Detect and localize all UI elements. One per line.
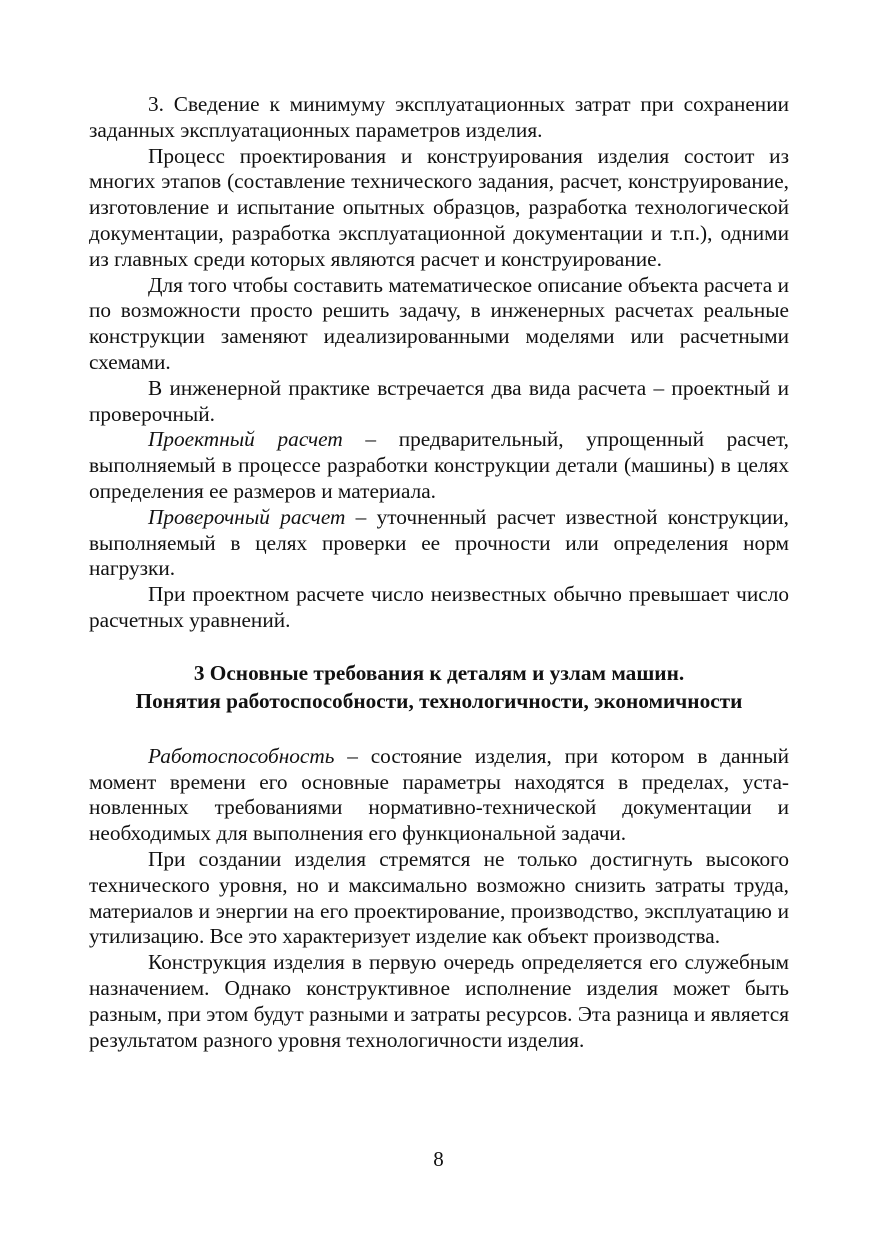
paragraph-text: Конструкция изделия в первую очередь определяется его служебным назначением. Однако конструктивное исполнение изделия может быть разным, при этом будут разными и затраты ресурсов. Эта разница и является результатом разного уровня технологичности изделия. — [89, 950, 789, 1052]
page-number: 8 — [433, 1147, 444, 1171]
paragraph-text: – предварительный, упрощенный расчет, выполняемый в процессе разработки конструкции детали (машины) в целях определения ее размеров и материала. — [89, 427, 789, 503]
paragraph-text: При проектном расчете число неизвестных обычно превышает число расчетных уравнений. — [89, 582, 789, 632]
paragraph-text: В инженерной практике встречается два вида расчета – проектный и проверочный. — [89, 375, 789, 426]
paragraph-minimize-costs — [89, 92, 789, 144]
paragraph-text: – состояние изделия, при котором в данный момент времени его основные параметры находятся в пределах, установленных требованиями нормативно-технической документации и необходимых для выполнения его функциональной задачи. — [89, 743, 789, 846]
paragraph-calculation-types — [89, 376, 789, 428]
paragraph-production-object — [89, 847, 789, 950]
paragraph-text: При создании изделия стремятся не только достигнуть высокого технического уровня, но и максимально возможно снизить затраты труда, материалов и энергии на его проектирование, производство, эксплуатацию и утилизацию. Все это характеризует изделие как объект производства. — [89, 846, 789, 949]
paragraph-text: – уточненный расчет известной конструкции, выполняемый в целях проверки ее прочности или определения норм нагрузки. — [89, 504, 790, 581]
page-body — [89, 92, 789, 1053]
paragraph-verification-calculation — [89, 505, 789, 582]
paragraph-term: Проверочный расчет — [148, 504, 346, 529]
paragraph-text: Для того чтобы составить математическое описание объекта расчета и по возможности просто решить задачу, в инженерных расчетах реальные конструкции заменяют идеализированными моделями или расчетными схемами. — [89, 272, 789, 374]
paragraph-text: 3. Сведение к минимуму эксплуатационных затрат при сохранении заданных эксплуатационных параметров изделия. — [89, 92, 789, 142]
section-heading-line2: Понятия работоспособности, технологичности, экономичности — [135, 688, 743, 713]
paragraph-manufacturability — [89, 950, 789, 1053]
paragraph-text: Процесс проектирования и конструирования изделия состоит из многих этапов (составление технического задания, расчет, конструирование, изготовление и испытание опытных образцов, разработка технологической документации, разработка эксплуатационной документации и т.п.), одними из главных среди которых являются расчет и конструирование. — [89, 143, 789, 271]
paragraph-idealized-models — [89, 273, 789, 376]
paragraph-term: Работоспособность — [148, 743, 335, 768]
paragraph-design-process — [89, 144, 789, 273]
paragraph-operability — [89, 744, 789, 847]
paragraph-unknowns — [89, 582, 789, 634]
paragraph-design-calculation — [89, 427, 789, 504]
section-heading — [89, 659, 789, 715]
paragraph-term: Проектный расчет — [148, 427, 343, 452]
section-heading-line1: 3 Основные требования к деталям и узлам машин. — [193, 660, 685, 685]
